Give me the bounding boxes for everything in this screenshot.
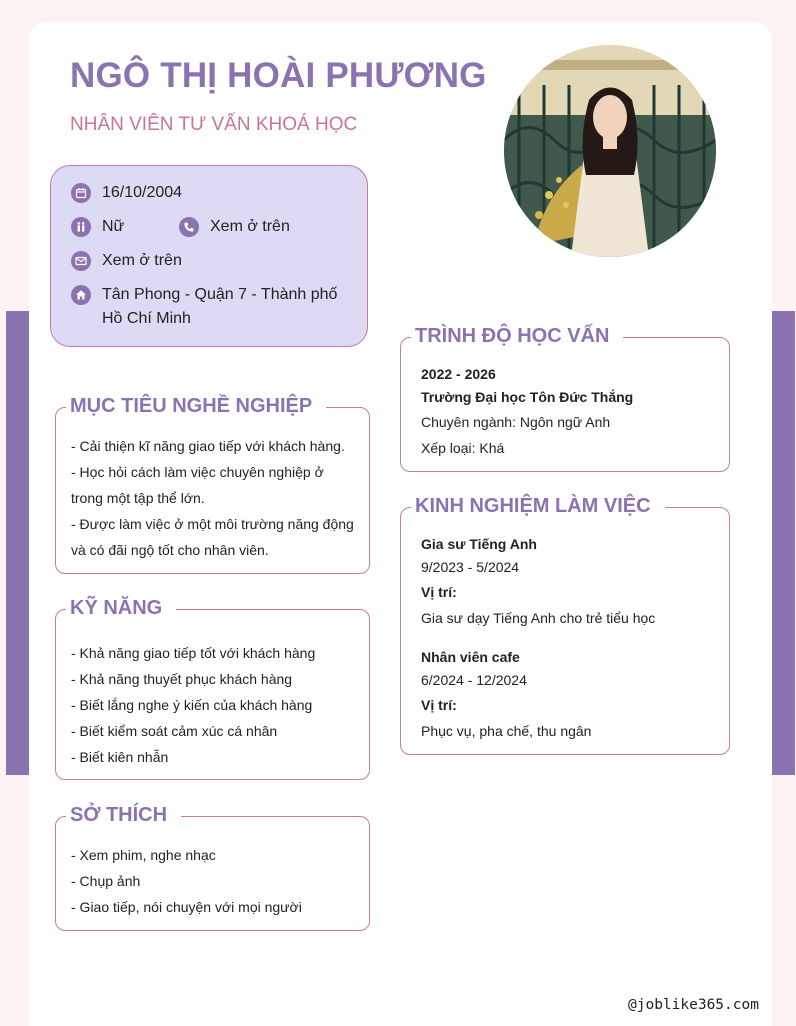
envelope-icon (71, 251, 91, 271)
hobbies-title: SỞ THÍCH (66, 800, 181, 830)
education-section (400, 325, 730, 472)
job-period: 6/2024 - 12/2024 (421, 672, 527, 688)
objective-section (55, 395, 370, 574)
job-position-label: Vị trí: (421, 697, 457, 713)
education-period: 2022 - 2026 (421, 366, 496, 382)
skill-item: - Biết lắng nghe ý kiến của khách hàng (71, 697, 313, 713)
job-period: 9/2023 - 5/2024 (421, 559, 520, 575)
hobby-item: - Giao tiếp, nói chuyện với mọi người (71, 899, 302, 915)
left-decor-band (6, 311, 29, 775)
education-title: TRÌNH ĐỘ HỌC VẤN (411, 321, 623, 351)
job-position-label: Vị trí: (421, 584, 457, 600)
objective-line: - Học hỏi cách làm việc chuyên nghiệp ở (71, 464, 324, 480)
objective-line: trong một tập thể lớn. (71, 490, 205, 506)
address-line-2: Hồ Chí Minh (102, 310, 191, 327)
candidate-name: NGÔ THỊ HOÀI PHƯƠNG (70, 56, 487, 95)
address-value (102, 283, 337, 331)
birthday-row (71, 184, 182, 205)
hobby-item: - Xem phim, nghe nhạc (71, 847, 216, 863)
home-icon (71, 285, 91, 305)
skills-title: KỸ NĂNG (66, 593, 176, 623)
skill-item: - Biết kiểm soát cảm xúc cá nhân (71, 723, 278, 739)
job-position: Phục vụ, pha chế, thu ngân (421, 723, 592, 739)
gender-icon (71, 217, 91, 237)
address-line-1: Tân Phong - Quận 7 - Thành phố (102, 286, 338, 303)
objective-line: - Cải thiện kĩ năng giao tiếp với khách hàng. (71, 438, 345, 454)
email-row (71, 252, 182, 273)
skill-item: - Biết kiên nhẫn (71, 749, 169, 765)
skills-section (55, 597, 370, 780)
gender-row (71, 218, 124, 239)
candidate-role: NHÂN VIÊN TƯ VẤN KHOÁ HỌC (70, 114, 358, 135)
phone-value: Xem ở trên (210, 218, 290, 235)
phone-row (179, 218, 290, 239)
contact-info-box (50, 165, 368, 347)
job-name: Gia sư Tiếng Anh (421, 536, 537, 552)
site-watermark: @joblike365.com (628, 997, 759, 1013)
objective-line: và có đãi ngộ tốt cho nhân viên. (71, 542, 269, 558)
education-school: Trường Đại học Tôn Đức Thắng (421, 389, 634, 405)
gender-value: Nữ (102, 218, 125, 235)
experience-section (400, 495, 730, 755)
hobbies-section (55, 804, 370, 931)
hobby-item: - Chụp ảnh (71, 873, 141, 889)
right-decor-band (772, 311, 795, 775)
objective-title: MỤC TIÊU NGHỀ NGHIỆP (66, 391, 326, 421)
birthday-value: 16/10/2004 (102, 184, 183, 201)
education-grade: Xếp loại: Khá (421, 440, 505, 456)
job-name: Nhân viên cafe (421, 649, 520, 665)
objective-line: - Được làm việc ở một môi trường năng động (71, 516, 354, 532)
education-major: Chuyên ngành: Ngôn ngữ Anh (421, 414, 611, 430)
email-value: Xem ở trên (102, 252, 182, 269)
phone-icon (179, 217, 199, 237)
job-position: Gia sư dạy Tiếng Anh cho trẻ tiểu học (421, 610, 656, 626)
address-row (71, 286, 337, 331)
calendar-icon (71, 183, 91, 203)
experience-title: KINH NGHIỆM LÀM VIỆC (411, 491, 665, 521)
skill-item: - Khả năng giao tiếp tốt với khách hàng (71, 645, 316, 661)
skill-item: - Khả năng thuyết phục khách hàng (71, 671, 293, 687)
profile-photo (504, 45, 716, 257)
